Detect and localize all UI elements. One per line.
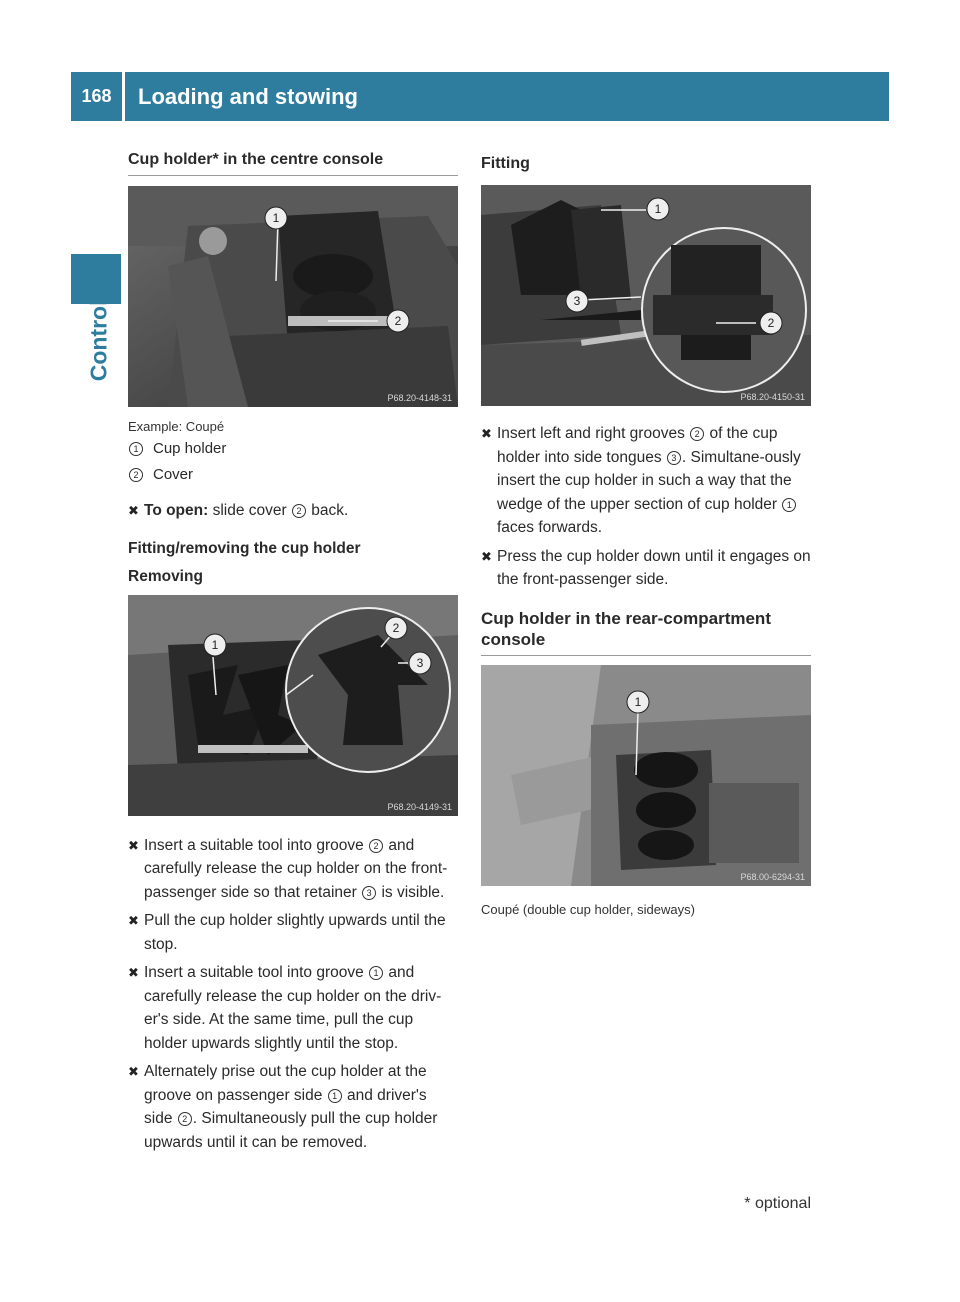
page-number: 168 bbox=[71, 72, 125, 121]
step-arrow-icon: ✖ bbox=[128, 913, 139, 928]
figure-removing bbox=[128, 595, 458, 816]
callout-2: 2 bbox=[394, 314, 402, 328]
step-text: Pull the cup holder slightly upwards until the stop. bbox=[144, 912, 446, 953]
step-arrow-icon: ✖ bbox=[481, 548, 492, 564]
page-header bbox=[71, 72, 889, 121]
legend-item-cover bbox=[128, 465, 458, 485]
optional-footnote: * optional bbox=[744, 1195, 811, 1212]
step-text: . Simultane-ously insert the cup holder in such a way that the wedge of the upper section of cup holder bbox=[497, 448, 801, 513]
figure-code: P68.20-4150-31 bbox=[740, 392, 805, 402]
removing-step-4 bbox=[128, 1060, 458, 1154]
legend-label: Cup holder bbox=[153, 440, 227, 457]
figure-fitting-illustration bbox=[481, 185, 811, 406]
callout-1: 1 bbox=[211, 637, 219, 652]
figure-code: P68.20-4149-31 bbox=[387, 801, 452, 812]
step-text: Alternately prise out the cup holder at the groove on passenger side bbox=[144, 1063, 427, 1104]
callout-1: 1 bbox=[634, 694, 642, 709]
figure-rear-console-illustration bbox=[481, 665, 811, 886]
step-text: and driver's side bbox=[144, 1086, 427, 1127]
step-text: Press the cup holder down until it engages on the front-passenger side. bbox=[497, 547, 811, 588]
figure-code: P68.20-4148-31 bbox=[387, 393, 452, 403]
removing-step-3 bbox=[128, 961, 458, 1055]
ref-number: 2 bbox=[178, 1112, 192, 1126]
ref-number: 1 bbox=[328, 1089, 342, 1103]
ref-number: 1 bbox=[369, 966, 383, 980]
figure-removing-illustration bbox=[128, 595, 458, 816]
step-arrow-icon: ✖ bbox=[481, 426, 492, 441]
step-text: and carefully release the cup holder on the front-passenger side so that retainer bbox=[144, 836, 448, 901]
step-text: of the cup holder into side tongues bbox=[497, 425, 778, 466]
figure-code: P68.00-6294-31 bbox=[740, 871, 805, 882]
step-text: . Simultaneously pull the cup holder upwards until it can be removed. bbox=[144, 1110, 438, 1151]
removing-title: Removing bbox=[128, 567, 203, 585]
step-arrow-icon: ✖ bbox=[128, 503, 139, 518]
step-text: back. bbox=[306, 502, 349, 519]
side-section-label: Controls bbox=[85, 286, 112, 382]
figure-caption: Coupé (double cup holder, sideways) bbox=[481, 901, 695, 917]
step-text: is visible. bbox=[377, 883, 445, 901]
figure-centre-console-illustration bbox=[128, 186, 458, 407]
ref-number: 2 bbox=[690, 427, 704, 441]
step-text: slide cover bbox=[208, 502, 291, 519]
step-text: faces forwards. bbox=[497, 519, 603, 536]
callout-2: 2 bbox=[767, 316, 775, 330]
step-text: Insert left and right grooves bbox=[497, 425, 690, 442]
fitting-step-1 bbox=[481, 422, 811, 540]
ref-number: 3 bbox=[667, 451, 681, 465]
figure-caption: Example: Coupé bbox=[128, 419, 225, 434]
step-arrow-icon: ✖ bbox=[128, 837, 139, 853]
ref-number: 2 bbox=[369, 839, 383, 853]
subsection-title: Fitting/removing the cup holder bbox=[128, 539, 361, 557]
legend-label: Cover bbox=[153, 466, 194, 483]
callout-1: 1 bbox=[654, 202, 662, 216]
to-open-lead: To open: bbox=[144, 502, 209, 519]
figure-rear-console bbox=[481, 665, 811, 886]
callout-3: 3 bbox=[573, 294, 581, 308]
figure-centre-console bbox=[128, 186, 458, 407]
removing-step-1 bbox=[128, 834, 458, 905]
chapter-title: Loading and stowing bbox=[138, 83, 358, 109]
step-text: and carefully release the cup holder on the driv-er's side. At the same time, pull the cup holder upwards slightly until the stop. bbox=[144, 964, 442, 1052]
removing-step-2 bbox=[128, 909, 458, 956]
right-column bbox=[481, 150, 811, 918]
callout-1: 1 bbox=[272, 211, 280, 225]
step-arrow-icon: ✖ bbox=[128, 965, 139, 980]
callout-3: 3 bbox=[416, 655, 424, 670]
legend-number: 1 bbox=[129, 442, 143, 456]
section-title-rear-console: Cup holder in the rear-compartment console bbox=[481, 608, 811, 656]
callout-2: 2 bbox=[392, 620, 400, 635]
fitting-title: Fitting bbox=[481, 155, 530, 172]
fitting-step-2 bbox=[481, 545, 811, 592]
section-title-centre-console: Cup holder* in the centre console bbox=[128, 150, 458, 176]
removing-steps bbox=[128, 834, 458, 1155]
ref-number: 3 bbox=[362, 886, 376, 900]
ref-number: 1 bbox=[782, 498, 796, 512]
instruction-to-open bbox=[128, 499, 458, 523]
step-arrow-icon: ✖ bbox=[128, 1064, 139, 1079]
step-text: Insert a suitable tool into groove bbox=[144, 964, 369, 981]
figure-fitting bbox=[481, 185, 811, 406]
legend-number: 2 bbox=[129, 468, 143, 482]
left-column bbox=[128, 150, 458, 1154]
fitting-steps bbox=[481, 422, 811, 592]
legend-item-cup-holder bbox=[128, 439, 458, 459]
step-text: Insert a suitable tool into groove bbox=[144, 836, 369, 854]
ref-number: 2 bbox=[292, 504, 306, 518]
